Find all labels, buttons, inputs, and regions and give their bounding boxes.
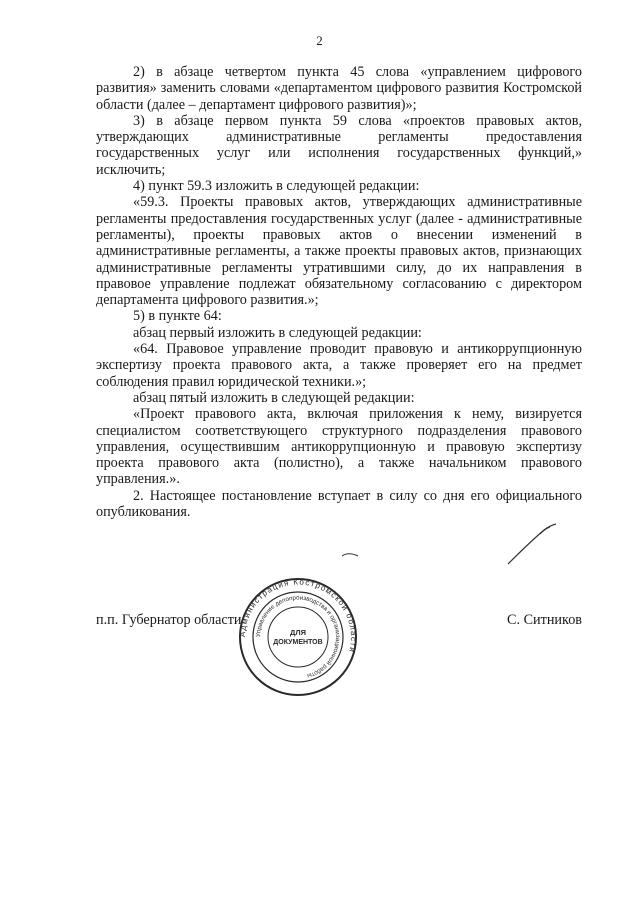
paragraph-item-3: 3) в абзаце первом пункта 59 слова «проектов правовых актов, утверждающих административные регламенты предоставления государственных услуг или исполнения государственных функций,» исключить; <box>96 112 582 178</box>
paragraph-item-5: 5) в пункте 64: <box>133 308 222 325</box>
quote-59-3: «59.3. Проекты правовых актов, утверждающих административные регламенты предоставления государственных услуг (далее - административные регламенты), проекты правовых актов о внесении изменений в административные регламенты, а также проекты правовых актов, признающих административные регламенты утратившими силу, до их направления в правовое управление подлежат обязательному согласованию с директором департамента цифрового развития.»; <box>96 194 582 309</box>
signature-name: С. Ситников <box>507 612 582 628</box>
page-number: 2 <box>316 33 323 48</box>
official-stamp <box>213 577 383 697</box>
quote-64: «64. Правовое управление проводит правовую и антикоррупционную экспертизу проекта правового акта, а также проверяет его на предмет соблюдения правил юридической техники.»; <box>96 341 582 390</box>
stamp-outer-text: Администрация Костромской области <box>237 577 359 655</box>
document-body <box>96 64 582 520</box>
stamp-center-line2: ДОКУМЕНТОВ <box>273 639 323 646</box>
paragraph-first-abzac: абзац первый изложить в следующей редакции: <box>133 324 422 341</box>
paragraph-item-4: 4) пункт 59.3 изложить в следующей редакции: <box>133 178 420 195</box>
signature-title: п.п. Губернатор области <box>96 612 242 628</box>
paragraph-effective-date: 2. Настоящее постановление вступает в силу со дня его официального опубликования. <box>96 487 582 521</box>
stamp-center-line1: ДЛЯ <box>290 628 306 637</box>
handwritten-tick <box>340 551 360 559</box>
stamp-inner-text: Управление делопроизводства и организационной работы <box>254 594 342 680</box>
handwritten-mark <box>500 520 560 570</box>
paragraph-item-2: 2) в абзаце четвертом пункта 45 слова «управлением цифрового развития» заменить словами «департаментом цифрового развития Костромской области (далее – департамент цифрового развития)»; <box>96 64 582 113</box>
quote-project-act: «Проект правового акта, включая приложения к нему, визируется специалистом соответствующего структурного подразделения правового управления, осуществившим антикоррупционную и правовую экспертизу проекта правового акта (полистно), а также начальником правового управления.». <box>96 406 582 488</box>
paragraph-fifth-abzac: абзац пятый изложить в следующей редакции: <box>133 389 415 406</box>
